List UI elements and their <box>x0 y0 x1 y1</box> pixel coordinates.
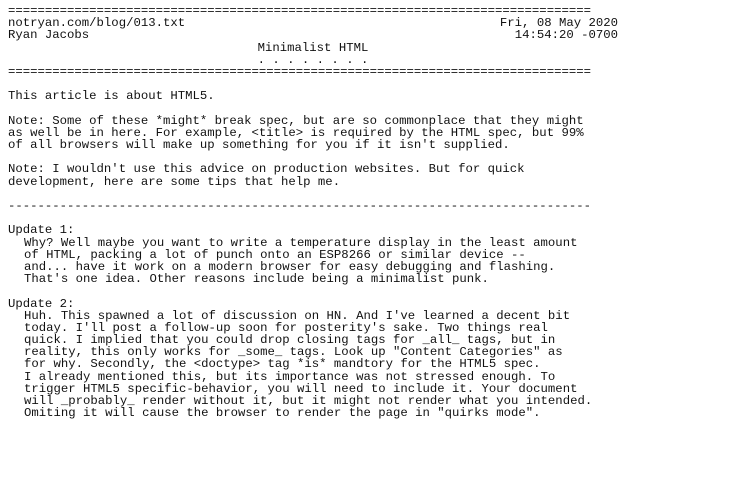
update-heading: Update 2: <box>8 296 75 311</box>
update-1 <box>8 224 618 285</box>
text-line: as well be in here. For example, <title> is required by the HTML spec, but 99% <box>8 125 584 140</box>
text-line: That's one idea. Other reasons include being a minimalist punk. <box>24 272 489 287</box>
text-line: will _probably_ render without it, but it might not render what you intended. <box>24 394 593 408</box>
update-heading: Update 1: <box>8 223 75 238</box>
post-date: Fri, 08 May 2020 <box>499 16 618 31</box>
text-line: Why? Well maybe you want to write a temperature display in the least amount <box>24 235 578 250</box>
title-dots: . . . . . . . . <box>257 52 369 67</box>
post-author: Ryan Jacobs <box>8 28 90 43</box>
page-title: Minimalist HTML <box>257 40 369 55</box>
text-line: for why. Secondly, the <doctype> tag *is* mandtory for the HTML5 spec. <box>24 357 541 372</box>
text-line: of HTML, packing a lot of punch onto an ESP8266 or similar device -- <box>24 247 526 262</box>
note-paragraph-1 <box>8 115 618 152</box>
text-line: Huh. This spawned a lot of discussion on HN. And I've learned a decent bit <box>24 308 571 323</box>
note-paragraph-2 <box>8 163 618 187</box>
text-line: development, here are some tips that help me. <box>8 174 341 189</box>
update-2 <box>8 298 618 420</box>
header-rule-top: =============================================================================== <box>8 5 591 18</box>
section-divider: ------------------------------------------------------------------------------- <box>8 200 591 213</box>
text-line: I already mentioned this, but its importance was not stressed enough. To <box>24 369 556 384</box>
article <box>8 5 618 419</box>
header-rule-bottom: =============================================================================== <box>8 65 591 79</box>
header-row-2 <box>8 29 618 41</box>
text-line: reality, this only works for _some_ tags. Look up "Content Categories" as <box>24 345 563 360</box>
text-line: Note: Some of these *might* break spec, but are so commonplace that they might <box>8 113 584 128</box>
text-line: quick. I implied that you could drop closing tags for _all_ tags, but in <box>24 333 556 348</box>
text-line: Note: I wouldn't use this advice on production websites. But for quick <box>8 162 525 177</box>
text-line: and... have it work on a modern browser for easy debugging and flashing. <box>24 259 556 274</box>
post-time: 14:54:20 -0700 <box>514 28 618 43</box>
text-line: trigger HTML5 specific-behavior, you will need to include it. Your document <box>24 381 578 396</box>
post-path: notryan.com/blog/013.txt <box>8 16 186 31</box>
text-line: of all browsers will make up something for you if it isn't supplied. <box>8 138 510 153</box>
text-line: today. I'll post a follow-up soon for posterity's sake. Two things real <box>24 320 548 335</box>
text-line: Omiting it will cause the browser to render the page in "quirks mode". <box>24 406 541 421</box>
intro-paragraph: This article is about HTML5. <box>8 89 215 104</box>
